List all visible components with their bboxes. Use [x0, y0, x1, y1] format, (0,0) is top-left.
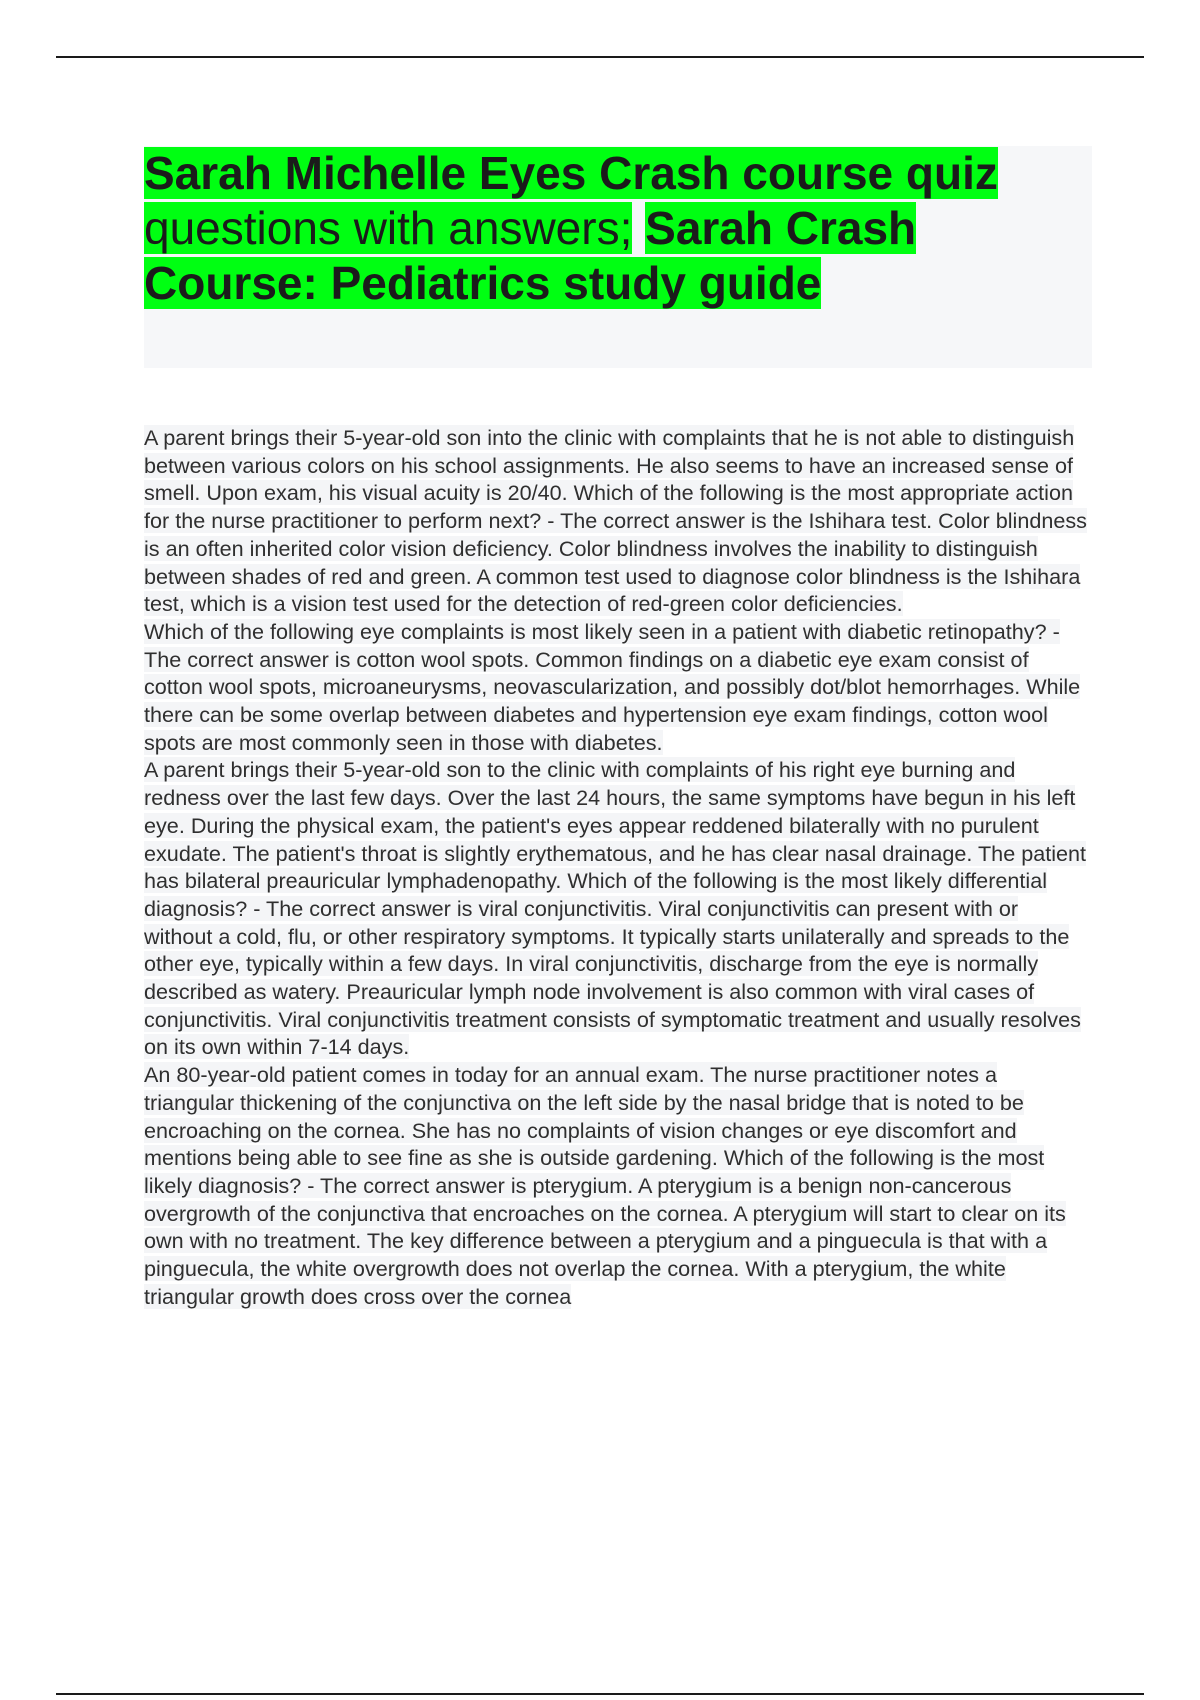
- question-text: An 80-year-old patient comes in today for an annual exam. The nurse practitioner notes a triangular thickening of the conjunctiva on the left side by the nasal bridge that is noted to be encroaching on the cornea. She has no complaints of vision changes or eye discomfort and mentions being able to see fine as she is outside gardening. Which of the following is the most likely diagnosis? - The correct answer is pterygium. A pterygium is a benign non-cancerous overgrowth of the conjunctiva that encroaches on the cornea. A pterygium will start to clear on its own with no treatment. The key difference between a pterygium and a pinguecula is that with a pinguecula, the white overgrowth does not overlap the cornea. With a pterygium, the white triangular growth does cross over the cornea: [144, 1062, 1066, 1309]
- question-text: Which of the following eye complaints is most likely seen in a patient with diabetic retinopathy? - The correct answer is cotton wool spots. Common findings on a diabetic eye exam consist of cotton wool spots, microaneurysms, neovascularization, and possibly dot/blot hemorrhages. While there can be some overlap between diabetes and hypertension eye exam findings, cotton wool spots are most commonly seen in those with diabetes.: [144, 618, 1081, 755]
- document-body: [144, 424, 1092, 1311]
- question-text: A parent brings their 5-year-old son into the clinic with complaints that he is not able to distinguish between various colors on his school assignments. He also seems to have an increased sense of smell. Upon exam, his visual acuity is 20/40. Which of the following is the most appropriate action for the nurse practitioner to perform next? - The correct answer is the Ishihara test. Color blindness is an often inherited color vision deficiency. Color blindness involves the inability to distinguish between shades of red and green. A common test used to diagnose color blindness is the Ishihara test, which is a vision test used for the detection of red-green color deficiencies.: [144, 425, 1087, 617]
- document-title: [144, 146, 1084, 311]
- question-paragraph: [144, 424, 1092, 618]
- question-paragraph: [144, 618, 1092, 757]
- title-block: [144, 146, 1092, 368]
- title-part-1: Sarah Michelle Eyes Crash course quiz: [144, 147, 998, 199]
- title-part-2: questions with answers;: [144, 202, 633, 254]
- question-paragraph: [144, 1061, 1092, 1310]
- question-paragraph: [144, 756, 1092, 1061]
- title-part-3: Sarah Crash Course: Pediatrics study guide: [144, 202, 917, 309]
- bottom-rule: [56, 1693, 1144, 1695]
- question-text: A parent brings their 5-year-old son to the clinic with complaints of his right eye burning and redness over the last few days. Over the last 24 hours, the same symptoms have begun in his left eye. During the physical exam, the patient's eyes appear reddened bilaterally with no purulent exudate. The patient's throat is slightly erythematous, and he has clear nasal drainage. The patient has bilateral preauricular lymphadenopathy. Which of the following is the most likely differential diagnosis? - The correct answer is viral conjunctivitis. Viral conjunctivitis can present with or without a cold, flu, or other respiratory symptoms. It typically starts unilaterally and spreads to the other eye, typically within a few days. In viral conjunctivitis, discharge from the eye is normally described as watery. Preauricular lymph node involvement is also common with viral cases of conjunctivitis. Viral conjunctivitis treatment consists of symptomatic treatment and usually resolves on its own within 7-14 days.: [144, 757, 1087, 1060]
- top-rule: [56, 56, 1144, 58]
